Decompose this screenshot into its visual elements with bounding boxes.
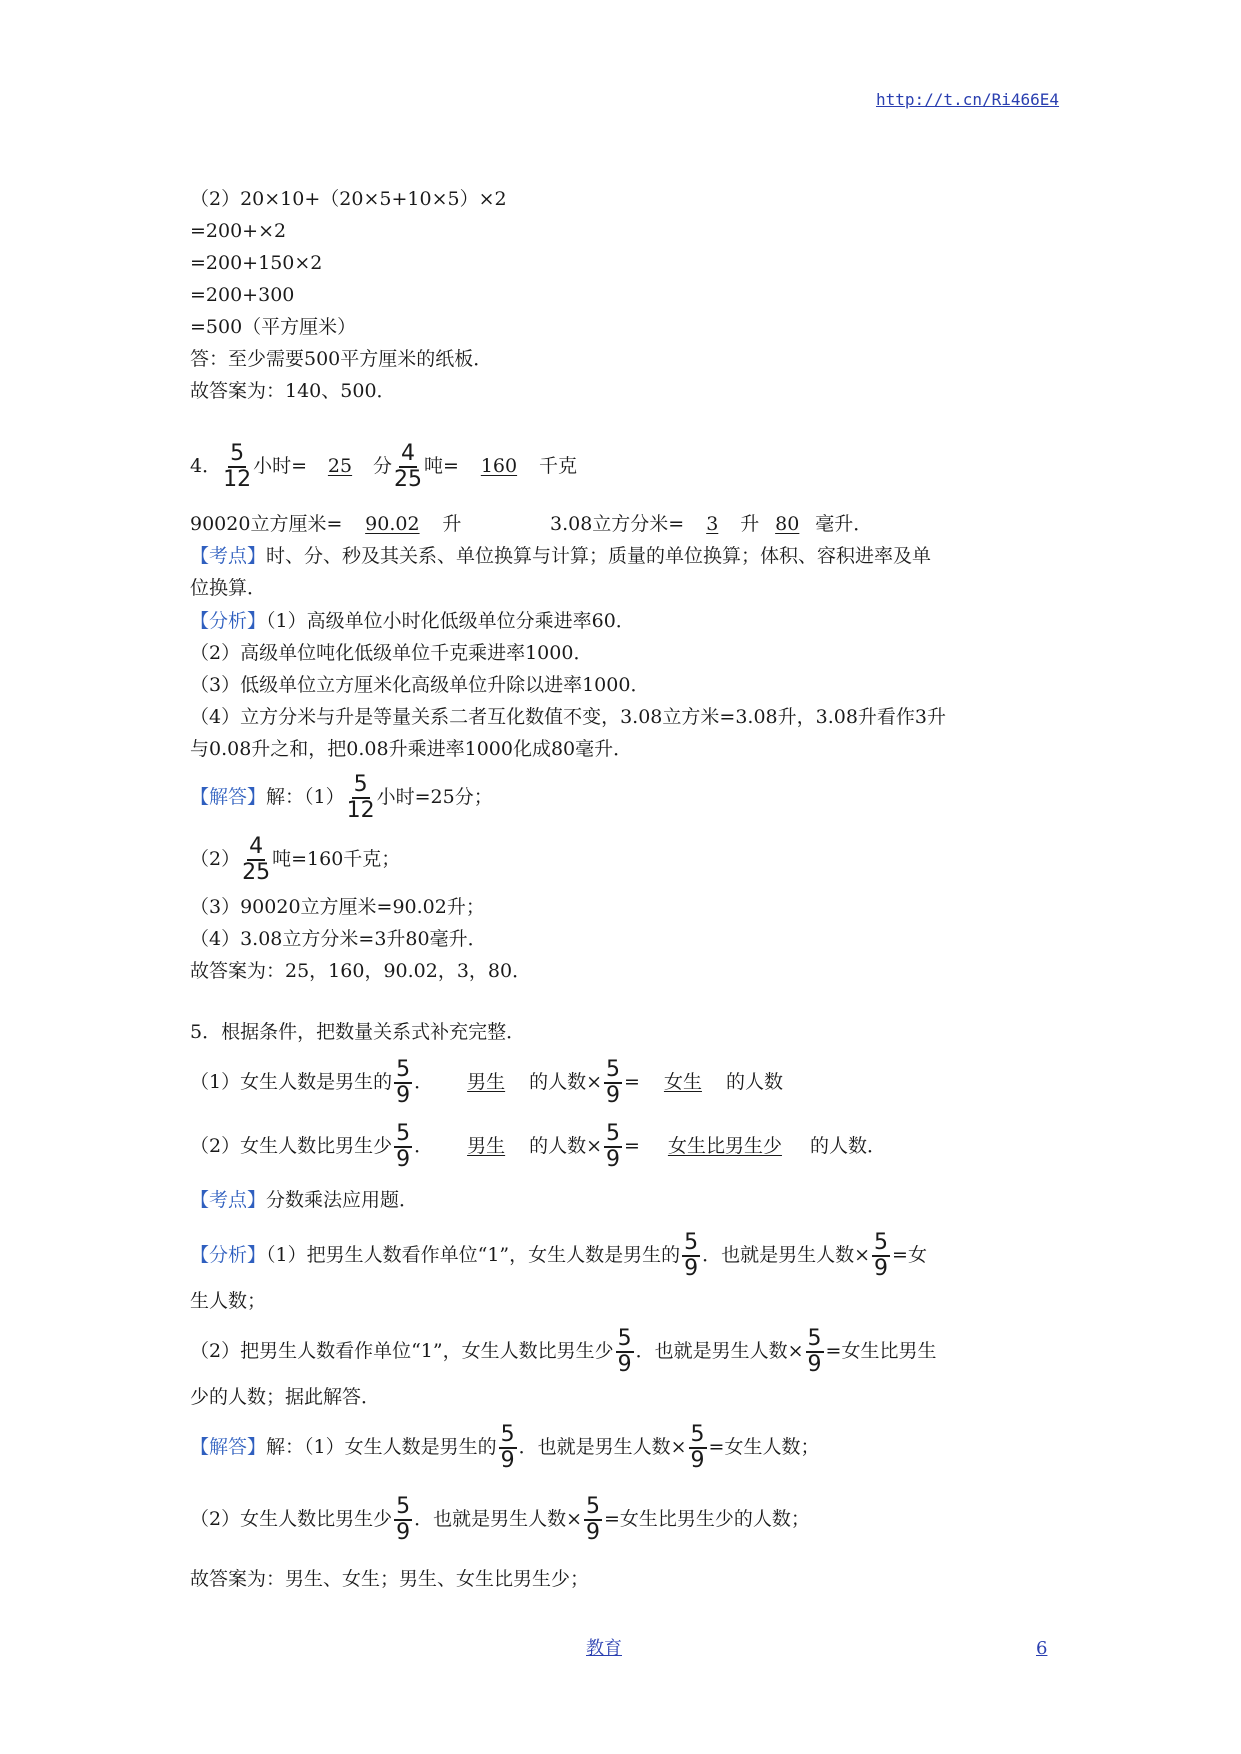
fraction-5-9: $\frac{5}{9}$ (500, 1422, 515, 1473)
calc-line-5: =500（平方厘米） (190, 316, 357, 338)
header-url-link[interactable]: http://t.cn/Ri466E4 (876, 90, 1060, 109)
q5-fenxi-line-1: 【分析】（1）把男生人数看作单位“1”，女生人数是男生的 $\frac{5}{9}$ ．也就是男生人数× $\frac{5}{9}$ =女 (190, 1230, 927, 1281)
jieda-tag: 【解答】 (190, 1436, 267, 1458)
answer-blank-80: 80 (775, 513, 800, 535)
q5-fenxi-line-2: 生人数； (190, 1290, 267, 1312)
fraction-5-9: $\frac{5}{9}$ (807, 1326, 822, 1377)
q4-fenxi-line-3: （3）低级单位立方厘米化高级单位升除以进率1000． (190, 674, 650, 696)
fraction-5-9: $\frac{5}{9}$ (606, 1057, 621, 1108)
footer-center-link[interactable]: 教育 (586, 1638, 622, 1659)
fraction-5-9: $\frac{5}{9}$ (690, 1422, 705, 1473)
q5-fenxi-line-3: （2）把男生人数看作单位“1”，女生人数比男生少 $\frac{5}{9}$ ．也就是男生人数× $\frac{5}{9}$ =女生比男生 (190, 1326, 937, 1377)
answer-blank-3: 3 (706, 513, 719, 535)
q4-jieda-line-2: （2） $\frac{4}{25}$ 吨=160千克； (190, 834, 401, 885)
answer-blank-male: 男生 (467, 1071, 506, 1093)
q4-jieda-line-3: （3）90020立方厘米=90.02升； (190, 896, 485, 918)
fraction-5-9: $\frac{5}{9}$ (586, 1494, 601, 1545)
kaodian-tag: 【考点】 (190, 1189, 267, 1211)
calc-answer: 答：至少需要500平方厘米的纸板． (190, 348, 493, 370)
fraction-5-12: $\frac{5}{12}$ (223, 441, 252, 492)
fraction-5-9: $\frac{5}{9}$ (874, 1230, 889, 1281)
q5-final-answer: 故答案为：男生、女生；男生、女生比男生少； (190, 1568, 590, 1590)
q4-jieda-line-1: 【解答】解：（1） $\frac{5}{12}$ 小时=25分； (190, 772, 493, 823)
q5-item-2: （2）女生人数比男生少 $\frac{5}{9}$ ． 男生 的人数× $\frac{5}{9}$ = 女生比男生少 的人数． (190, 1121, 886, 1172)
q4-fenxi-line-2: （2）高级单位吨化低级单位千克乘进率1000． (190, 642, 593, 664)
fraction-5-9: $\frac{5}{9}$ (396, 1057, 411, 1108)
q4-final-answer: 故答案为：25，160，90.02，3，80． (190, 960, 532, 982)
q5-kaodian: 【考点】分数乘法应用题． (190, 1189, 419, 1211)
fraction-4-25: $\frac{4}{25}$ (394, 441, 423, 492)
answer-blank-90-02: 90.02 (365, 513, 420, 535)
q5-title: 5．根据条件，把数量关系式补充完整． (190, 1021, 526, 1043)
q4-line-1: 4． $\frac{5}{12}$ 小时= 25 分 $\frac{4}{25}$ 吨= 160 千克 (190, 441, 577, 492)
answer-blank-male: 男生 (467, 1135, 506, 1157)
q4-line-2b: 3.08立方分米= 3 升 80 毫升． (550, 513, 873, 535)
answer-blank-less: 女生比男生少 (667, 1135, 782, 1157)
q4-kaodian-line-1: 【考点】时、分、秒及其关系、单位换算与计算；质量的单位换算；体积、容积进率及单 (190, 545, 932, 567)
fenxi-tag: 【分析】 (190, 1244, 267, 1266)
calc-final-answer: 故答案为：140、500． (190, 380, 396, 402)
answer-blank-25: 25 (327, 455, 353, 477)
fraction-5-9: $\frac{5}{9}$ (396, 1494, 411, 1545)
fraction-5-9: $\frac{5}{9}$ (617, 1326, 632, 1377)
q4-fenxi-line-1: 【分析】（1）高级单位小时化低级单位分乘进率60． (190, 610, 635, 632)
fraction-5-9: $\frac{5}{9}$ (396, 1121, 411, 1172)
fraction-5-12: $\frac{5}{12}$ (346, 772, 375, 823)
q4-number: 4． (190, 455, 222, 477)
q5-jieda-line-1: 【解答】解：（1）女生人数是男生的 $\frac{5}{9}$ ．也就是男生人数× $\frac{5}{9}$ =女生人数； (190, 1422, 820, 1473)
page-number: 6 (1036, 1638, 1048, 1659)
jieda-tag: 【解答】 (190, 786, 267, 808)
fraction-5-9: $\frac{5}{9}$ (684, 1230, 699, 1281)
calc-line-1: （2）20×10+（20×5+10×5）×2 (190, 188, 507, 210)
q4-fenxi-line-5: 与0.08升之和，把0.08升乘进率1000化成80毫升． (190, 738, 633, 760)
q4-fenxi-line-4: （4）立方分米与升是等量关系二者互化数值不变，3.08立方米=3.08升，3.08升看作3升 (190, 706, 947, 728)
q5-item-1: （1）女生人数是男生的 $\frac{5}{9}$ ． 男生 的人数× $\frac{5}{9}$ = 女生 的人数 (190, 1057, 783, 1108)
fraction-5-9: $\frac{5}{9}$ (606, 1121, 621, 1172)
calc-line-3: =200+150×2 (190, 252, 323, 274)
calc-line-2: =200+×2 (190, 220, 287, 242)
kaodian-tag: 【考点】 (190, 545, 267, 567)
fenxi-tag: 【分析】 (190, 610, 267, 632)
q4-kaodian-line-2: 位换算． (190, 577, 267, 599)
q4-jieda-line-4: （4）3.08立方分米=3升80毫升． (190, 928, 487, 950)
q5-fenxi-line-4: 少的人数；据此解答． (190, 1386, 381, 1408)
fraction-4-25: $\frac{4}{25}$ (242, 834, 271, 885)
q4-line-2a: 90020立方厘米= 90.02 升 (190, 513, 462, 535)
answer-blank-160: 160 (480, 455, 518, 477)
calc-line-4: =200+300 (190, 284, 295, 306)
answer-blank-female: 女生 (663, 1071, 702, 1093)
q5-jieda-line-2: （2）女生人数比男生少 $\frac{5}{9}$ ．也就是男生人数× $\frac{5}{9}$ =女生比男生少的人数； (190, 1494, 810, 1545)
